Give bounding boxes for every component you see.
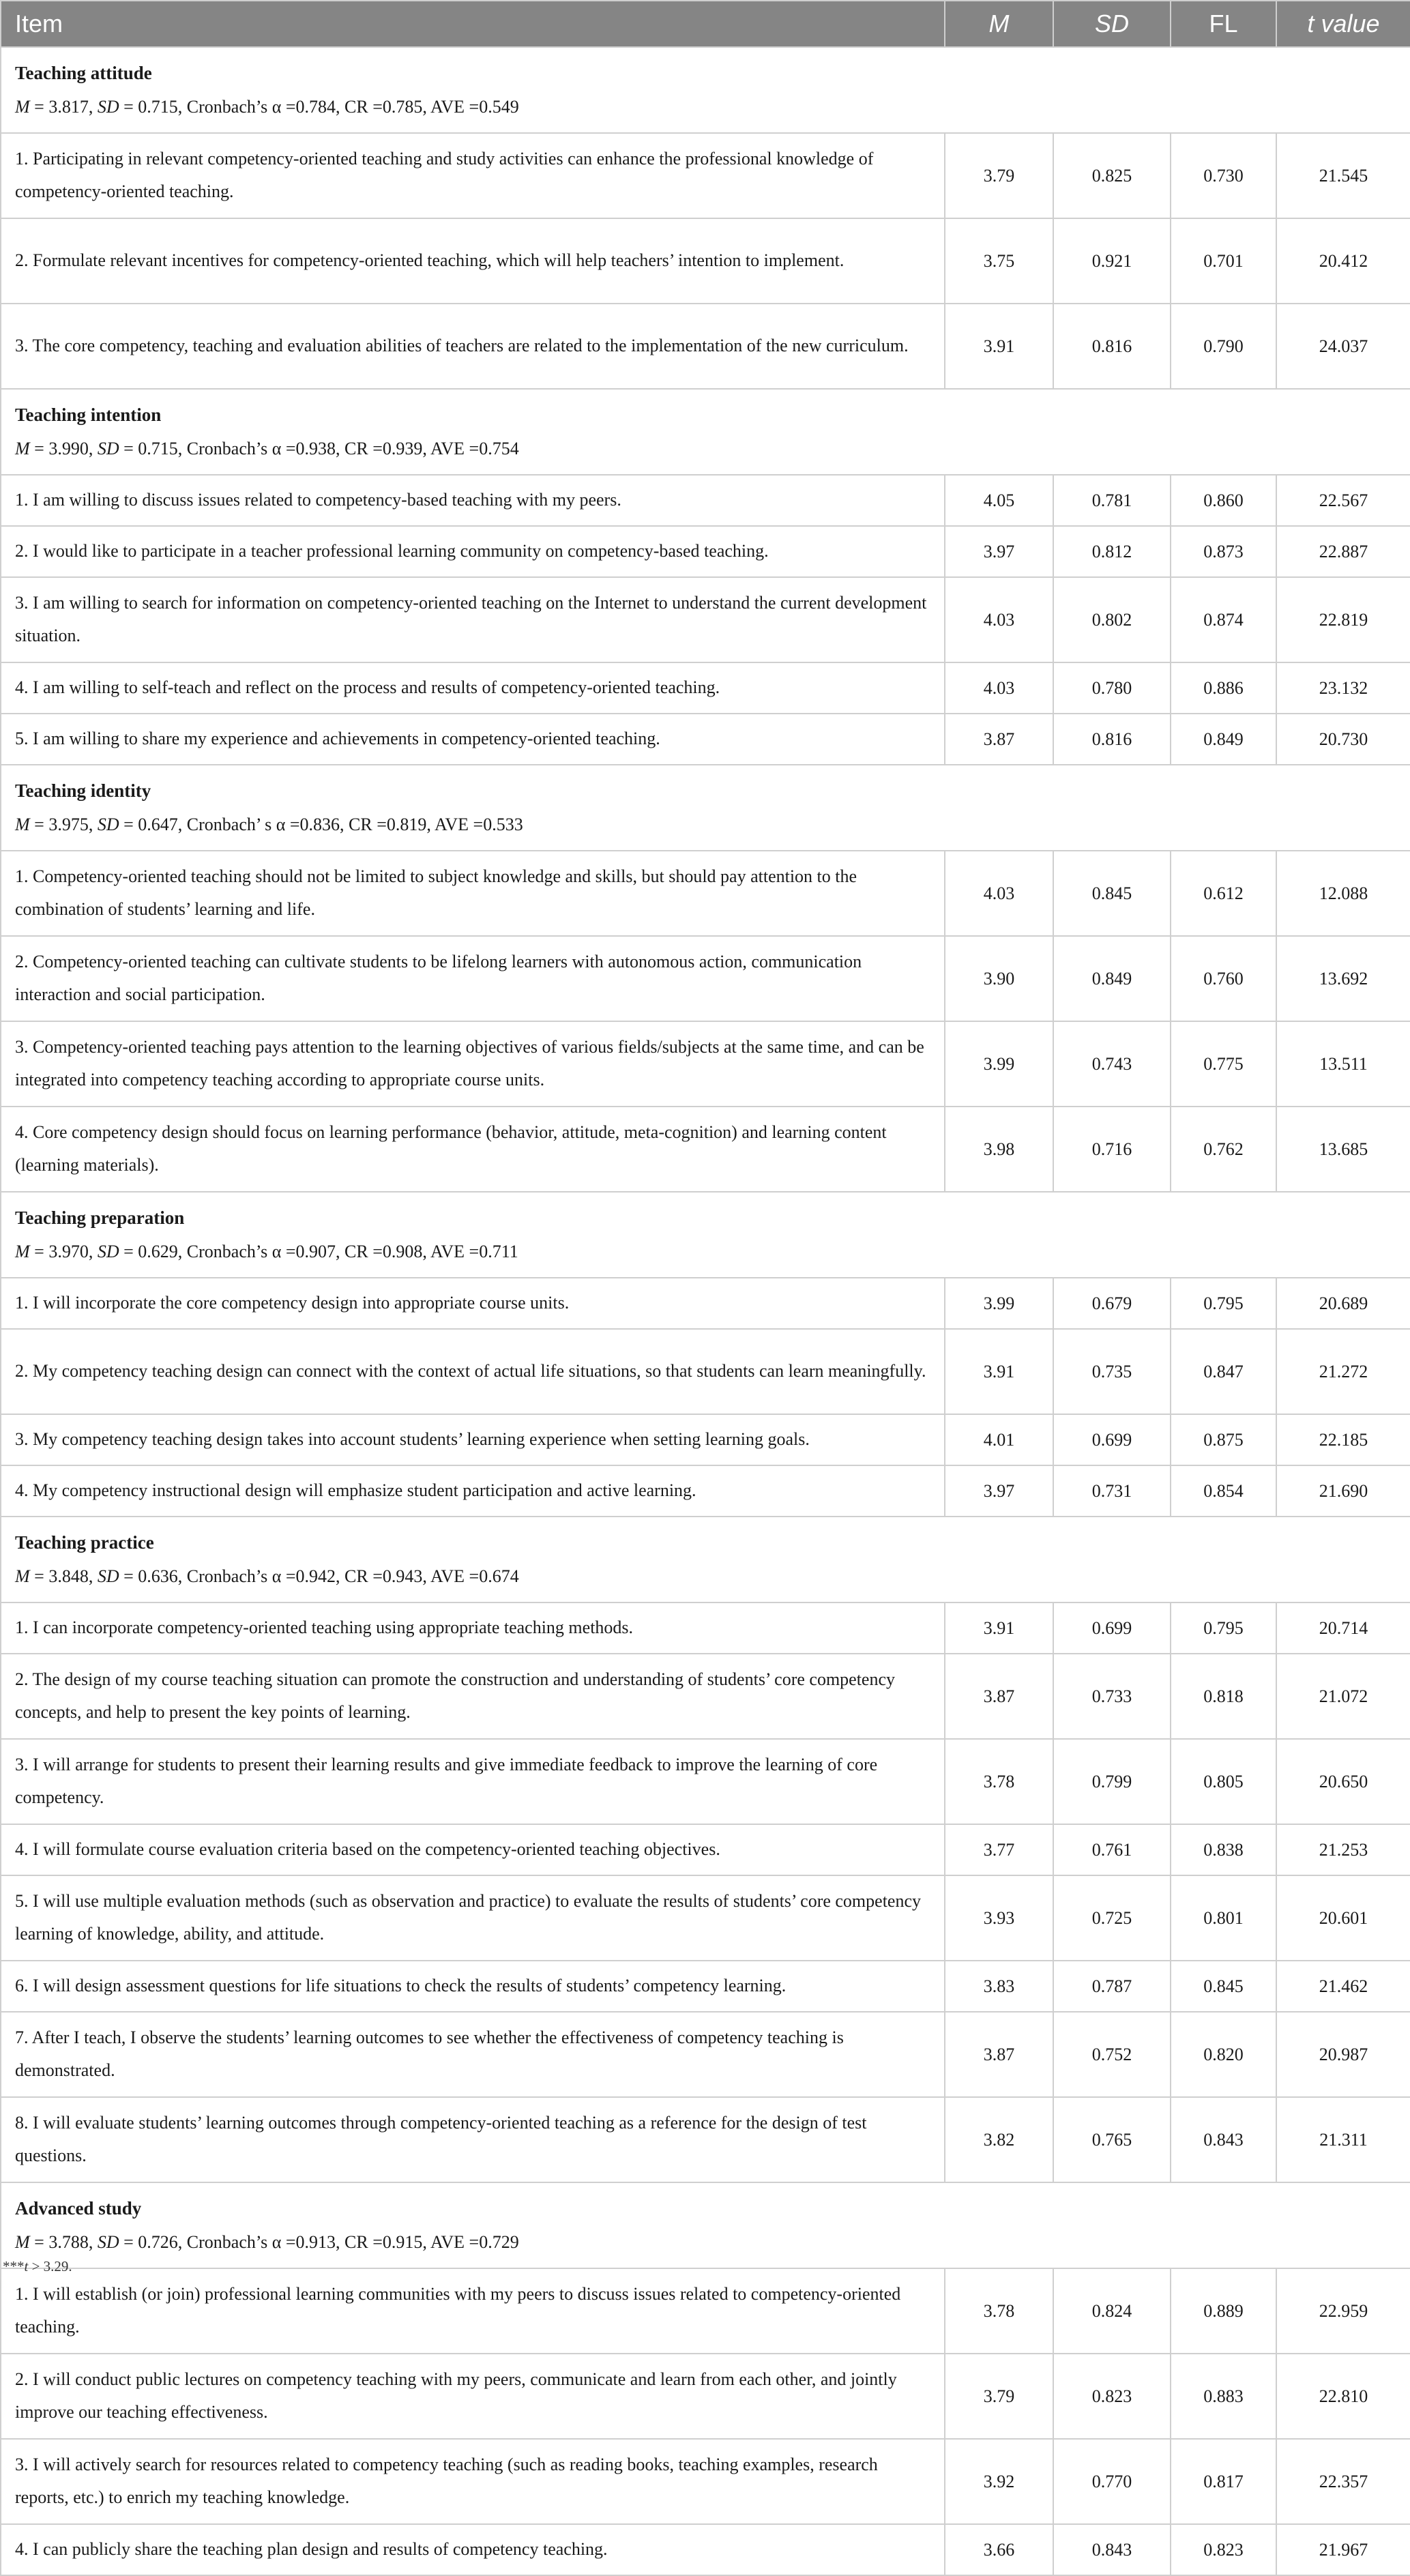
stat-symbol: SD (97, 1566, 119, 1586)
section-header-row (1, 389, 1410, 475)
table-row (1, 1107, 1410, 1192)
item-text-cell: 2. I would like to participate in a teacher professional learning community on competency-based teaching. (1, 526, 945, 577)
item-text-cell: 3. I will actively search for resources related to competency teaching (such as reading books, teaching examples, research reports, etc.) to enrich my teaching knowledge. (1, 2439, 945, 2524)
t-value-cell: 13.685 (1276, 1107, 1410, 1192)
factor-loading-cell: 0.845 (1171, 1961, 1276, 2012)
stat-symbol: SD (97, 2232, 119, 2252)
mean-cell: 3.78 (945, 2268, 1053, 2354)
table-row (1, 936, 1410, 1021)
item-text-cell: 4. I am willing to self-teach and reflect on the process and results of competency-oriented teaching. (1, 662, 945, 714)
t-value-cell: 20.987 (1276, 2012, 1410, 2097)
stat-value: 0.549 (479, 97, 519, 117)
mean-cell: 3.97 (945, 1465, 1053, 1517)
mean-cell: 3.83 (945, 1961, 1053, 2012)
t-value-cell: 21.462 (1276, 1961, 1410, 2012)
table-row (1, 2268, 1410, 2354)
mean-cell: 3.99 (945, 1278, 1053, 1329)
mean-cell: 4.01 (945, 1414, 1053, 1465)
mean-cell: 3.92 (945, 2439, 1053, 2524)
table-row (1, 1465, 1410, 1517)
table-row (1, 2012, 1410, 2097)
factor-loading-cell: 0.854 (1171, 1465, 1276, 1517)
t-value-cell: 20.689 (1276, 1278, 1410, 1329)
table-row (1, 1739, 1410, 1824)
sd-cell: 0.825 (1053, 133, 1171, 218)
section-header-row (1, 1517, 1410, 1602)
t-value-cell: 13.692 (1276, 936, 1410, 1021)
factor-loading-cell: 0.730 (1171, 133, 1276, 218)
stat-value: Cronbach’s α (186, 1566, 282, 1586)
stat-value: 0.729 (479, 2232, 519, 2252)
sd-cell: 0.781 (1053, 475, 1171, 526)
table-row (1, 1021, 1410, 1107)
stat-symbol: M (15, 439, 30, 458)
factor-loading-cell: 0.886 (1171, 662, 1276, 714)
header-sd: SD (1053, 1, 1171, 47)
mean-cell: 4.03 (945, 851, 1053, 936)
section-stats: M = 3.990, SD = 0.715, Cronbach’s α =0.938, CR =0.939, AVE =0.754 (15, 439, 519, 458)
sd-cell: 0.787 (1053, 1961, 1171, 2012)
section-title: Teaching attitude (15, 63, 152, 83)
stat-value: 3.788 (48, 2232, 89, 2252)
factor-loading-cell: 0.838 (1171, 1824, 1276, 1875)
mean-cell: 3.87 (945, 2012, 1053, 2097)
t-value-cell: 21.072 (1276, 1654, 1410, 1739)
section-header-row (1, 765, 1410, 851)
stat-value: 0.636 (138, 1566, 178, 1586)
table-row (1, 526, 1410, 577)
t-value-cell: 20.412 (1276, 218, 1410, 304)
mean-cell: 3.75 (945, 218, 1053, 304)
header-t-var: t (1307, 10, 1314, 38)
sd-cell: 0.799 (1053, 1739, 1171, 1824)
table-row (1, 1824, 1410, 1875)
mean-cell: 3.91 (945, 304, 1053, 389)
item-text-cell: 6. I will design assessment questions for life situations to check the results of students’ competency learning. (1, 1961, 945, 2012)
t-value-cell: 22.887 (1276, 526, 1410, 577)
stat-value: 0.711 (479, 1242, 518, 1261)
item-text-cell: 2. I will conduct public lectures on competency teaching with my peers, communicate and learn from each other, and jointly improve our teaching effectiveness. (1, 2354, 945, 2439)
factor-loading-cell: 0.762 (1171, 1107, 1276, 1192)
factor-loading-cell: 0.823 (1171, 2524, 1276, 2575)
stat-symbol: SD (97, 1242, 119, 1261)
stat-value: 0.726 (138, 2232, 178, 2252)
t-value-cell: 22.810 (1276, 2354, 1410, 2439)
item-text-cell: 4. Core competency design should focus on learning performance (behavior, attitude, meta-cognition) and learning content (learning materials). (1, 1107, 945, 1192)
stat-symbol: M (15, 815, 30, 834)
mean-cell: 3.99 (945, 1021, 1053, 1107)
item-text-cell: 2. Competency-oriented teaching can cultivate students to be lifelong learners with autonomous action, communication interaction and social participation. (1, 936, 945, 1021)
section-header-cell (1, 2182, 1410, 2268)
table-row (1, 1278, 1410, 1329)
item-text-cell: 2. Formulate relevant incentives for competency-oriented teaching, which will help teachers’ intention to implement. (1, 218, 945, 304)
factor-loading-cell: 0.817 (1171, 2439, 1276, 2524)
factor-loading-cell: 0.820 (1171, 2012, 1276, 2097)
item-text-cell: 1. Participating in relevant competency-oriented teaching and study activities can enhance the professional knowledge of competency-oriented teaching. (1, 133, 945, 218)
stat-symbol: SD (97, 97, 119, 117)
section-header-row (1, 2182, 1410, 2268)
t-value-cell: 20.650 (1276, 1739, 1410, 1824)
stat-value: 0.784 (295, 97, 336, 117)
stat-value: 0.915 (382, 2232, 423, 2252)
stat-value: 0.913 (295, 2232, 336, 2252)
factor-loading-cell: 0.790 (1171, 304, 1276, 389)
item-text-cell: 4. My competency instructional design will emphasize student participation and active learning. (1, 1465, 945, 1517)
item-text-cell: 5. I am willing to share my experience and achievements in competency-oriented teaching. (1, 714, 945, 765)
item-text-cell: 2. The design of my course teaching situation can promote the construction and understanding of students’ core competency concepts, and help to present the key points of learning. (1, 1654, 945, 1739)
sd-cell: 0.699 (1053, 1602, 1171, 1654)
table-row (1, 2524, 1410, 2575)
item-text-cell: 1. I will establish (or join) professional learning communities with my peers to discuss issues related to competency-oriented teaching. (1, 2268, 945, 2354)
stat-value: 3.990 (48, 439, 89, 458)
factor-loading-cell: 0.775 (1171, 1021, 1276, 1107)
sd-cell: 0.679 (1053, 1278, 1171, 1329)
header-fl: FL (1171, 1, 1276, 47)
table-row (1, 2097, 1410, 2182)
table-row (1, 1654, 1410, 1739)
mean-cell: 3.98 (945, 1107, 1053, 1192)
mean-cell: 3.93 (945, 1875, 1053, 1961)
stat-symbol: SD (97, 815, 119, 834)
stat-value: 3.848 (48, 1566, 89, 1586)
stat-value: 0.907 (295, 1242, 336, 1261)
stat-symbol: M (15, 1242, 30, 1261)
mean-cell: 3.87 (945, 714, 1053, 765)
stat-value: 0.938 (295, 439, 336, 458)
sd-cell: 0.845 (1053, 851, 1171, 936)
section-header-row (1, 47, 1410, 133)
mean-cell: 3.79 (945, 133, 1053, 218)
mean-cell: 3.91 (945, 1602, 1053, 1654)
table-row (1, 1329, 1410, 1414)
table-row (1, 1414, 1410, 1465)
item-text-cell: 7. After I teach, I observe the students’ learning outcomes to see whether the effectiveness of competency teaching is demonstrated. (1, 2012, 945, 2097)
t-value-cell: 20.714 (1276, 1602, 1410, 1654)
stat-value: 0.939 (382, 439, 423, 458)
stat-value: Cronbach’s α (186, 97, 282, 117)
stat-value: 0.533 (483, 815, 523, 834)
t-value-cell: 22.567 (1276, 475, 1410, 526)
stat-value: 0.629 (138, 1242, 178, 1261)
stat-value: Cronbach’s α (186, 2232, 282, 2252)
section-header-cell (1, 47, 1410, 133)
sd-cell: 0.761 (1053, 1824, 1171, 1875)
item-text-cell: 3. I am willing to search for information on competency-oriented teaching on the Internet to understand the current development situation. (1, 577, 945, 662)
stat-value: 0.715 (138, 439, 178, 458)
mean-cell: 3.90 (945, 936, 1053, 1021)
table-row (1, 218, 1410, 304)
table-row (1, 2354, 1410, 2439)
t-value-cell: 22.185 (1276, 1414, 1410, 1465)
table-row (1, 475, 1410, 526)
stat-value: 3.975 (48, 815, 89, 834)
factor-loading-cell: 0.818 (1171, 1654, 1276, 1739)
stat-value: 0.908 (382, 1242, 423, 1261)
factor-loading-cell: 0.874 (1171, 577, 1276, 662)
section-title: Teaching practice (15, 1532, 154, 1553)
table-row (1, 577, 1410, 662)
mean-cell: 3.78 (945, 1739, 1053, 1824)
section-header-cell (1, 389, 1410, 475)
section-header-cell (1, 1517, 1410, 1602)
t-value-cell: 12.088 (1276, 851, 1410, 936)
table-row (1, 304, 1410, 389)
header-m: M (945, 1, 1053, 47)
section-stats: M = 3.848, SD = 0.636, Cronbach’s α =0.942, CR =0.943, AVE =0.674 (15, 1566, 519, 1586)
footnote-stars: *** (3, 2258, 25, 2274)
factor-loading-cell: 0.883 (1171, 2354, 1276, 2439)
sd-cell: 0.812 (1053, 526, 1171, 577)
header-t-value: t value (1276, 1, 1410, 47)
section-header-cell (1, 765, 1410, 851)
table-row (1, 662, 1410, 714)
factor-loading-cell: 0.760 (1171, 936, 1276, 1021)
t-value-cell: 22.959 (1276, 2268, 1410, 2354)
t-value-cell: 21.967 (1276, 2524, 1410, 2575)
stat-value: 3.970 (48, 1242, 89, 1261)
sd-cell: 0.816 (1053, 714, 1171, 765)
stat-symbol: M (15, 2232, 30, 2252)
sd-cell: 0.816 (1053, 304, 1171, 389)
factor-loading-cell: 0.612 (1171, 851, 1276, 936)
sd-cell: 0.770 (1053, 2439, 1171, 2524)
table-row (1, 133, 1410, 218)
mean-cell: 3.91 (945, 1329, 1053, 1414)
mean-cell: 3.79 (945, 2354, 1053, 2439)
factor-loading-cell: 0.795 (1171, 1278, 1276, 1329)
section-stats: M = 3.788, SD = 0.726, Cronbach’s α =0.913, CR =0.915, AVE =0.729 (15, 2232, 519, 2252)
stat-value: 0.836 (299, 815, 340, 834)
sd-cell: 0.743 (1053, 1021, 1171, 1107)
t-value-cell: 22.819 (1276, 577, 1410, 662)
stat-value: 0.785 (382, 97, 423, 117)
factor-loading-cell: 0.843 (1171, 2097, 1276, 2182)
sd-cell: 0.699 (1053, 1414, 1171, 1465)
sd-cell: 0.765 (1053, 2097, 1171, 2182)
section-stats: M = 3.975, SD = 0.647, Cronbach’ s α =0.836, CR =0.819, AVE =0.533 (15, 815, 523, 834)
t-value-cell: 20.601 (1276, 1875, 1410, 1961)
item-text-cell: 3. I will arrange for students to present their learning results and give immediate feedback to improve the learning of core competency. (1, 1739, 945, 1824)
item-text-cell: 5. I will use multiple evaluation methods (such as observation and practice) to evaluate the results of students’ core competency learning of knowledge, ability, and attitude. (1, 1875, 945, 1961)
sd-cell: 0.731 (1053, 1465, 1171, 1517)
stat-value: 0.647 (138, 815, 178, 834)
section-title: Advanced study (15, 2198, 142, 2219)
item-text-cell: 1. I can incorporate competency-oriented teaching using appropriate teaching methods. (1, 1602, 945, 1654)
factor-loading-cell: 0.805 (1171, 1739, 1276, 1824)
table-row (1, 1602, 1410, 1654)
section-header-row (1, 1192, 1410, 1278)
header-row (1, 1, 1410, 47)
table-row (1, 851, 1410, 936)
sd-cell: 0.849 (1053, 936, 1171, 1021)
mean-cell: 4.03 (945, 577, 1053, 662)
t-value-cell: 23.132 (1276, 662, 1410, 714)
item-text-cell: 2. My competency teaching design can connect with the context of actual life situations, so that students can learn meaningfully. (1, 1329, 945, 1414)
table-row (1, 1875, 1410, 1961)
mean-cell: 4.05 (945, 475, 1053, 526)
sd-cell: 0.735 (1053, 1329, 1171, 1414)
stat-value: 0.943 (382, 1566, 423, 1586)
factor-loading-cell: 0.701 (1171, 218, 1276, 304)
stat-symbol: M (15, 97, 30, 117)
stat-value: Cronbach’s α (186, 1242, 282, 1261)
sd-cell: 0.921 (1053, 218, 1171, 304)
section-title: Teaching intention (15, 405, 162, 425)
mean-cell: 3.97 (945, 526, 1053, 577)
mean-cell: 3.66 (945, 2524, 1053, 2575)
item-text-cell: 3. My competency teaching design takes into account students’ learning experience when setting learning goals. (1, 1414, 945, 1465)
stat-value: 0.674 (479, 1566, 519, 1586)
t-value-cell: 24.037 (1276, 304, 1410, 389)
item-text-cell: 3. The core competency, teaching and evaluation abilities of teachers are related to the implementation of the new curriculum. (1, 304, 945, 389)
t-value-cell: 21.311 (1276, 2097, 1410, 2182)
factor-loading-cell: 0.795 (1171, 1602, 1276, 1654)
t-value-cell: 22.357 (1276, 2439, 1410, 2524)
stat-symbol: M (15, 1566, 30, 1586)
stat-value: 0.754 (479, 439, 519, 458)
item-text-cell: 1. I am willing to discuss issues related to competency-based teaching with my peers. (1, 475, 945, 526)
mean-cell: 3.82 (945, 2097, 1053, 2182)
section-stats: M = 3.970, SD = 0.629, Cronbach’s α =0.907, CR =0.908, AVE =0.711 (15, 1242, 518, 1261)
factor-loading-cell: 0.875 (1171, 1414, 1276, 1465)
mean-cell: 3.77 (945, 1824, 1053, 1875)
factor-loading-cell: 0.860 (1171, 475, 1276, 526)
t-value-cell: 20.730 (1276, 714, 1410, 765)
stat-value: Cronbach’s α (186, 439, 282, 458)
sd-cell: 0.780 (1053, 662, 1171, 714)
footnote-var: t (24, 2258, 29, 2274)
stat-value: 3.817 (48, 97, 89, 117)
stat-value: 0.942 (295, 1566, 336, 1586)
item-text-cell: 4. I can publicly share the teaching plan design and results of competency teaching. (1, 2524, 945, 2575)
section-title: Teaching identity (15, 780, 151, 801)
stat-value: 0.819 (386, 815, 427, 834)
item-text-cell: 1. Competency-oriented teaching should not be limited to subject knowledge and skills, but should pay attention to the combination of students’ learning and life. (1, 851, 945, 936)
item-text-cell: 3. Competency-oriented teaching pays attention to the learning objectives of various fields/subjects at the same time, and can be integrated into competency teaching according to appropriate course units. (1, 1021, 945, 1107)
sd-cell: 0.752 (1053, 2012, 1171, 2097)
stat-value: 0.715 (138, 97, 178, 117)
factor-loading-cell: 0.801 (1171, 1875, 1276, 1961)
item-text-cell: 4. I will formulate course evaluation criteria based on the competency-oriented teaching objectives. (1, 1824, 945, 1875)
t-value-cell: 21.545 (1276, 133, 1410, 218)
table-row (1, 1961, 1410, 2012)
factor-loading-cell: 0.847 (1171, 1329, 1276, 1414)
factor-loading-cell: 0.873 (1171, 526, 1276, 577)
mean-cell: 3.87 (945, 1654, 1053, 1739)
sd-cell: 0.843 (1053, 2524, 1171, 2575)
header-item: Item (1, 1, 945, 47)
sd-cell: 0.733 (1053, 1654, 1171, 1739)
t-value-cell: 13.511 (1276, 1021, 1410, 1107)
sd-cell: 0.802 (1053, 577, 1171, 662)
section-header-cell (1, 1192, 1410, 1278)
factor-loading-cell: 0.849 (1171, 714, 1276, 765)
stat-symbol: SD (97, 439, 119, 458)
t-value-cell: 21.272 (1276, 1329, 1410, 1414)
footnote (3, 2259, 72, 2274)
sd-cell: 0.823 (1053, 2354, 1171, 2439)
sd-cell: 0.824 (1053, 2268, 1171, 2354)
mean-cell: 4.03 (945, 662, 1053, 714)
item-text-cell: 1. I will incorporate the core competency design into appropriate course units. (1, 1278, 945, 1329)
factor-loading-cell: 0.889 (1171, 2268, 1276, 2354)
table-row (1, 2439, 1410, 2524)
section-title: Teaching preparation (15, 1208, 185, 1228)
t-value-cell: 21.253 (1276, 1824, 1410, 1875)
table-row (1, 714, 1410, 765)
sd-cell: 0.725 (1053, 1875, 1171, 1961)
footnote-text: > 3.29. (28, 2258, 72, 2274)
table-body (1, 47, 1410, 2575)
stat-value: Cronbach’ s α (186, 815, 286, 834)
item-text-cell: 8. I will evaluate students’ learning outcomes through competency-oriented teaching as a reference for the design of test questions. (1, 2097, 945, 2182)
sd-cell: 0.716 (1053, 1107, 1171, 1192)
section-stats: M = 3.817, SD = 0.715, Cronbach’s α =0.784, CR =0.785, AVE =0.549 (15, 97, 519, 117)
t-value-cell: 21.690 (1276, 1465, 1410, 1517)
